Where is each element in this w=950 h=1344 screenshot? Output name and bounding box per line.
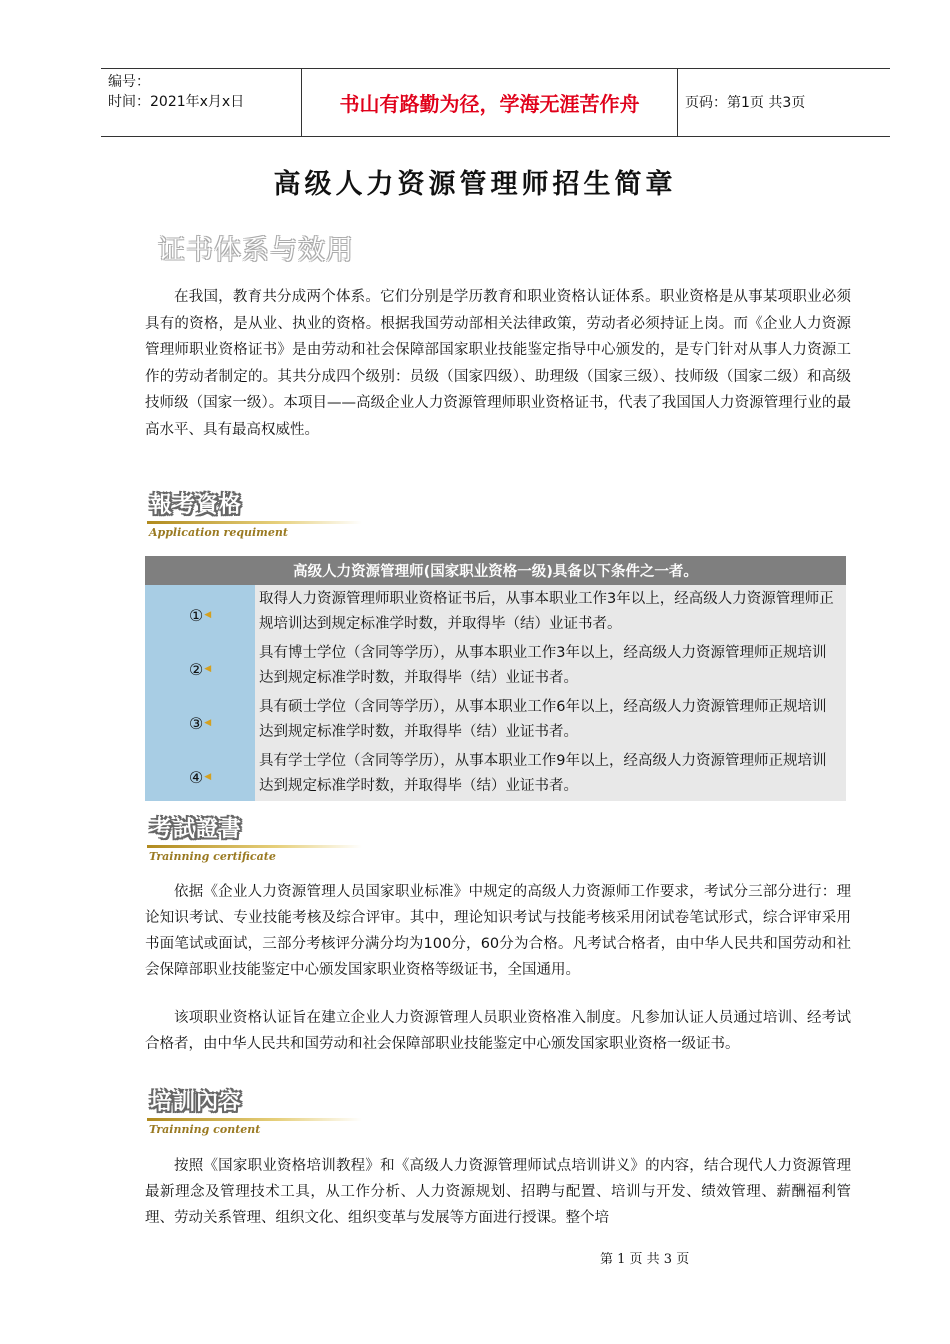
marker-icon: ◀: [204, 610, 212, 620]
badge-title: 報考資格: [150, 493, 243, 518]
intro-paragraph: 在我国，教育共分成两个体系。它们分别是学历教育和职业资格认证体系。职业资格是从事某项职业必须具有的资格，是从业、执业的资格。根据我国劳动部相关法律政策，劳动者必须持证上岗。而《企业人力资源管理师职业资格证书》是由劳动和社会保障部国家职业技能鉴定指导中心颁发的，是专门针对从事人力资源工作的劳动者制定的。其共分成四个级别：员级（国家四级）、助理级（国家三级）、技师级（国家二级）和高级技师级（国家一级）。本项目——高级企业人力资源管理师职业资格证书，代表了我国国人力资源管理行业的最高水平、具有最高权威性。: [145, 289, 851, 438]
requirements-text-column: [255, 585, 846, 801]
badge-underline: [147, 521, 362, 524]
requirement-text: 取得人力资源管理师职业资格证书后，从事本职业工作3年以上，经高级人力资源管理师正规培训达到规定标准学时数，并取得毕（结）业证书者。: [259, 591, 834, 632]
requirement-text: 具有博士学位（含同等学历），从事本职业工作3年以上，经高级人力资源管理师正规培训达到规定标准学时数，并取得毕（结）业证书者。: [259, 645, 827, 686]
badge-subtitle: Application requiment: [149, 526, 288, 539]
requirement-number: ① ◀: [188, 605, 212, 625]
badge-title: 培訓內容: [150, 1090, 243, 1115]
badge-underline: [147, 845, 362, 848]
badge-subtitle: Trainning content: [149, 1123, 261, 1136]
document-title: 高级人力资源管理师招生简章: [273, 169, 677, 200]
exam-paragraph-1: 依据《企业人力资源管理人员国家职业标准》中规定的高级人力资源师工作要求，考试分三部分进行：理论知识考试、专业技能考核及综合评审。其中，理论知识考试与技能考核采用闭试卷笔试形式，综合评审采用书面笔试或面试，三部分考核评分满分均为100分，60分为合格。凡考试合格者，由中华人民共和国劳动和社会保障部职业技能鉴定中心颁发国家职业资格等级证书，全国通用。: [145, 884, 851, 978]
marker-icon: ◀: [204, 772, 212, 782]
badge-application-requirement: [147, 488, 367, 548]
requirements-number-column: [145, 585, 255, 801]
requirements-table: [145, 556, 846, 801]
section-heading-certificate-system: 证书体系与效用: [158, 235, 354, 266]
marker-icon: ◀: [204, 664, 212, 674]
requirement-text: 具有硕士学位（含同等学历），从事本职业工作6年以上，经高级人力资源管理师正规培训达到规定标准学时数，并取得毕（结）业证书者。: [259, 699, 827, 740]
header-motto: 书山有路勤为径，学海无涯苦作舟: [339, 92, 640, 116]
requirement-text: 具有学士学位（含同等学历），从事本职业工作9年以上，经高级人力资源管理师正规培训达到规定标准学时数，并取得毕（结）业证书者。: [259, 753, 827, 794]
header-page-info: 页码：第1页 共3页: [685, 95, 806, 111]
marker-icon: ◀: [204, 718, 212, 728]
page-footer: 第 1 页 共 3 页: [600, 1252, 690, 1267]
exam-paragraph-2: 该项职业资格认证旨在建立企业人力资源管理人员职业资格准入制度。凡参加认证人员通过培训、经考试合格者，由中华人民共和国劳动和社会保障部职业技能鉴定中心颁发国家职业资格一级证书。: [145, 1010, 851, 1052]
badge-title: 考試證書: [150, 817, 243, 842]
document-header: [101, 68, 890, 137]
requirement-number: ② ◀: [188, 659, 212, 679]
time-label: 时间：2021年x月x日: [108, 94, 245, 110]
badge-underline: [147, 1118, 362, 1121]
code-label: 编号：: [108, 74, 150, 90]
requirement-number: ③ ◀: [188, 713, 212, 733]
training-paragraph: 按照《国家职业资格培训教程》和《高级人力资源管理师试点培训讲义》的内容，结合现代人力资源管理最新理念及管理技术工具，从工作分析、人力资源规划、招聘与配置、培训与开发、绩效管理、薪酬福利管理、劳动关系管理、组织文化、组织变革与发展等方面进行授课。整个培: [145, 1158, 851, 1226]
badge-training-content: [147, 1085, 367, 1145]
requirements-table-header: 高级人力资源管理师(国家职业资格一级)具备以下条件之一者。: [145, 556, 846, 585]
requirement-number: ④ ◀: [188, 767, 212, 787]
badge-subtitle: Trainning certificate: [149, 850, 276, 863]
header-meta: [108, 72, 244, 112]
badge-training-certificate: [147, 812, 367, 872]
header-divider: [677, 69, 678, 136]
